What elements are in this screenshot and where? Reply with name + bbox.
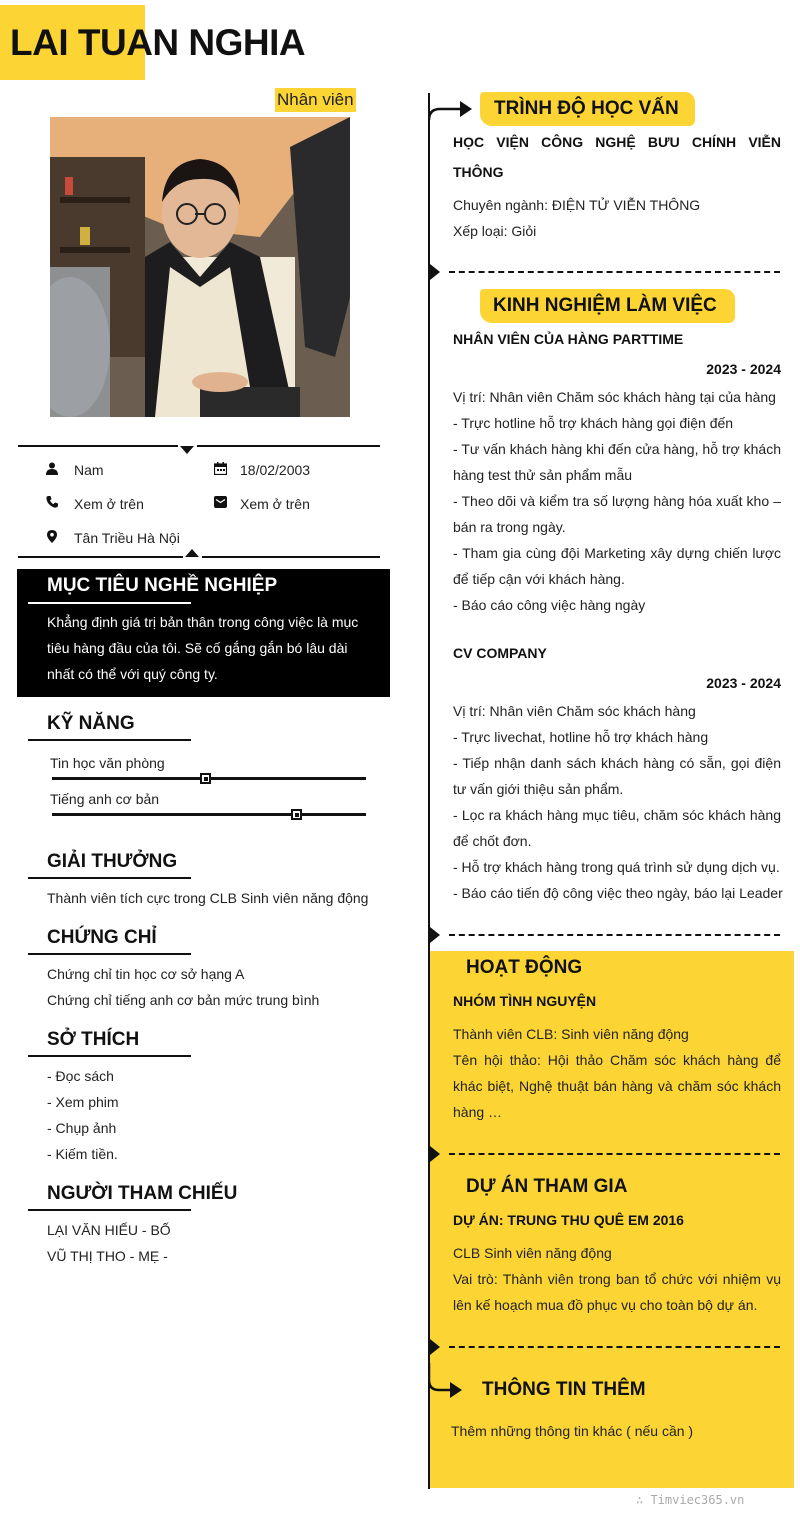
reference-item: VŨ THỊ THO - MẸ -: [47, 1248, 168, 1264]
skills-underline: [28, 739, 191, 741]
location-icon: [45, 529, 59, 543]
skill-bar: [52, 813, 366, 816]
user-icon: [45, 461, 59, 475]
hobbies-title: SỞ THÍCH: [47, 1029, 140, 1050]
certificate-item: Chứng chỉ tiếng anh cơ bản mức trung bình: [47, 992, 320, 1008]
certificates-title: CHỨNG CHỈ: [47, 927, 157, 948]
email-icon: [213, 495, 227, 509]
skill-label: Tiếng anh cơ bản: [50, 791, 160, 807]
job-detail: - Báo cáo công việc hàng ngày: [453, 597, 646, 613]
contact-address: Tân Triều Hà Nội: [74, 530, 180, 546]
awards-title: GIẢI THƯỞNG: [47, 851, 178, 872]
job-title: Nhân viên: [275, 88, 356, 112]
hobby-item: - Kiếm tiền.: [47, 1146, 118, 1162]
project-detail: CLB Sinh viên năng động: [453, 1245, 612, 1261]
project-name: DỰ ÁN: TRUNG THU QUÊ EM 2016: [453, 1212, 684, 1228]
hobby-item: - Đọc sách: [47, 1068, 114, 1084]
extra-info-text: Thêm những thông tin khác ( nếu cần ): [451, 1423, 694, 1439]
skill-label: Tin học văn phòng: [50, 755, 165, 771]
experience-title: KINH NGHIỆM LÀM VIỆC: [493, 295, 717, 316]
job-detail: Vị trí: Nhân viên Chăm sóc khách hàng tại của hàng: [453, 389, 776, 405]
job-detail: - Tham gia cùng đội Marketing xây dựng chiến lược để tiếp cận với khách hàng.: [453, 545, 781, 587]
education-grade: Xếp loại: Giỏi: [453, 223, 537, 239]
education-title: TRÌNH ĐỘ HỌC VẤN: [494, 98, 679, 119]
section-divider: [449, 271, 780, 273]
job-detail: - Tư vấn khách hàng khi đến cửa hàng, hỗ trợ khách hàng test thử sản phẩm mẫu: [453, 441, 781, 483]
certificates-underline: [28, 953, 191, 955]
timeline-line: [428, 93, 430, 1489]
activities-title: HOẠT ĐỘNG: [466, 957, 583, 978]
activity-detail: Thành viên CLB: Sinh viên năng động: [453, 1026, 689, 1042]
contact-birthday: 18/02/2003: [240, 462, 311, 478]
job-detail: - Trực hotline hỗ trợ khách hàng gọi điện đến: [453, 415, 734, 431]
certificate-item: Chứng chỉ tin học cơ sở hạng A: [47, 966, 245, 982]
hobby-item: - Chụp ảnh: [47, 1120, 117, 1136]
skill-level-knob: [200, 773, 211, 784]
contact-top-rule-left: [18, 445, 178, 447]
candidate-name: LAI TUAN NGHIA: [10, 22, 306, 63]
calendar-icon: [213, 461, 227, 475]
timeline-marker-icon: [430, 1146, 440, 1162]
section-divider: [449, 1153, 780, 1155]
section-divider: [449, 934, 780, 936]
project-detail: Vai trò: Thành viên trong ban tổ chức với nhiệm vụ lên kế hoạch mua đồ phục vụ cho toàn bộ dự án.: [453, 1271, 781, 1313]
phone-icon: [45, 495, 59, 509]
extra-info-title: THÔNG TIN THÊM: [482, 1379, 646, 1400]
section-divider: [449, 1346, 780, 1348]
job-detail: - Theo dõi và kiểm tra số lượng hàng hóa xuất kho – bán ra trong ngày.: [453, 493, 781, 535]
timeline-marker-icon: [430, 1339, 440, 1355]
career-goal-text: Khẳng định giá trị bản thân trong công việc là mục tiêu hàng đầu của tôi. Sẽ cố gắng gắn bó lâu dài nhất có thể với quý công ty.: [47, 614, 359, 682]
contact-top-arrow-icon: [180, 446, 194, 454]
contact-bottom-arrow-icon: [185, 549, 199, 557]
contact-email: Xem ở trên: [240, 496, 310, 512]
job-period: 2023 - 2024: [706, 675, 781, 691]
references-title: NGƯỜI THAM CHIẾU: [47, 1183, 238, 1204]
skill-level-knob: [291, 809, 302, 820]
job-detail: Vị trí: Nhân viên Chăm sóc khách hàng: [453, 703, 696, 719]
references-underline: [28, 1209, 191, 1211]
contact-phone: Xem ở trên: [74, 496, 144, 512]
contact-bottom-rule-right: [202, 556, 380, 558]
job-detail: - Lọc ra khách hàng mục tiêu, chăm sóc khách hàng để chốt đơn.: [453, 807, 781, 849]
job-company: CV COMPANY: [453, 645, 547, 661]
extra-info-arrow-icon: [428, 1362, 464, 1398]
education-school: HỌC VIỆN CÔNG NGHỆ BƯU CHÍNH VIỄN THÔNG: [453, 134, 781, 180]
hobby-item: - Xem phim: [47, 1094, 119, 1110]
skills-title: KỸ NĂNG: [47, 713, 135, 734]
career-goal-underline: [28, 602, 191, 604]
projects-title: DỰ ÁN THAM GIA: [466, 1176, 628, 1197]
awards-underline: [28, 877, 191, 879]
contact-bottom-rule-left: [18, 556, 183, 558]
contact-gender: Nam: [74, 462, 104, 478]
timeline-marker-icon: [430, 927, 440, 943]
job-detail: - Báo cáo tiến độ công việc theo ngày, báo lại Leader: [453, 885, 783, 901]
job-detail: - Trực livechat, hotline hỗ trợ khách hàng: [453, 729, 709, 745]
job-detail: - Tiếp nhận danh sách khách hàng có sẵn, gọi điện tư vấn giới thiệu sản phẩm.: [453, 755, 781, 797]
watermark: ∴ Timviec365.vn: [636, 1493, 745, 1507]
award-item: Thành viên tích cực trong CLB Sinh viên năng động: [47, 890, 369, 906]
activity-org: NHÓM TÌNH NGUYỆN: [453, 993, 597, 1009]
job-detail: - Hỗ trợ khách hàng trong quá trình sử dụng dịch vụ.: [453, 859, 780, 875]
education-arrow-icon: [428, 98, 473, 122]
career-goal-title: MỤC TIÊU NGHỀ NGHIỆP: [47, 575, 278, 596]
hobbies-underline: [28, 1055, 191, 1057]
avatar: [50, 117, 350, 417]
timeline-marker-icon: [430, 264, 440, 280]
contact-top-rule-right: [197, 445, 380, 447]
job-company: NHÂN VIÊN CỦA HÀNG PARTTIME: [453, 331, 684, 347]
education-major: Chuyên ngành: ĐIỆN TỬ VIỄN THÔNG: [453, 197, 701, 213]
job-period: 2023 - 2024: [706, 361, 781, 377]
activity-detail: Tên hội thảo: Hội thảo Chăm sóc khách hàng để khác biệt, Nghệ thuật bán hàng và chăm sóc khách hàng …: [453, 1052, 781, 1120]
reference-item: LẠI VĂN HIẾU - BỐ: [47, 1222, 171, 1238]
